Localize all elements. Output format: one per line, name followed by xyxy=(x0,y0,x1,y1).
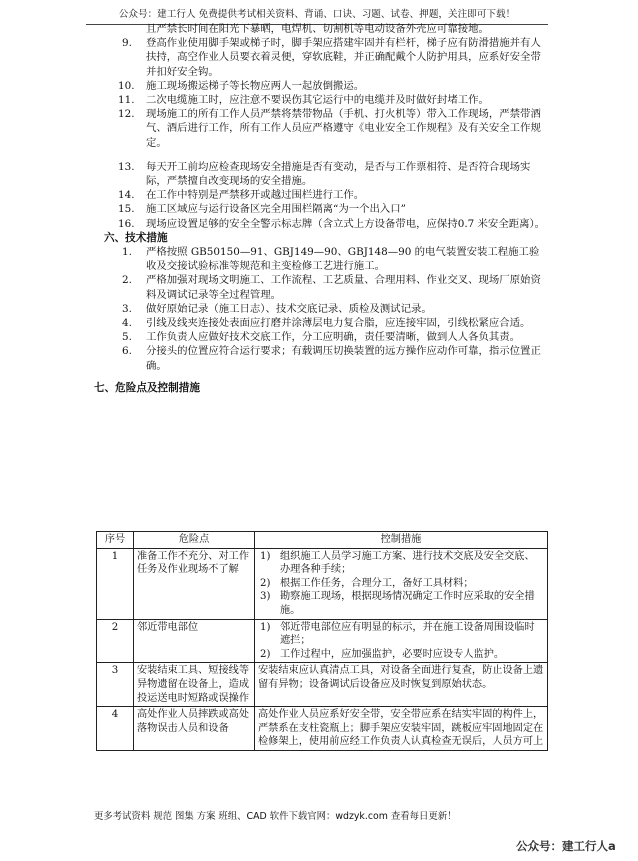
header-no: 序号 xyxy=(97,532,134,549)
section-6-title: 六、技术措施 xyxy=(104,231,168,244)
item-number: 13. xyxy=(118,160,135,173)
page-footer: 更多考试资料 规范 图集 方案 班组、CAD 软件下载官网：wdzyk.com 查看每日更新！ xyxy=(94,811,457,822)
table-row xyxy=(97,663,548,707)
item-text: 严格加强对现场文明施工、工作流程、工艺质量、合理用料、作业交叉、现场厂原始资料及调试记录等全过程管理。 xyxy=(146,274,541,301)
risk-point: 准备工作不充分、对工作任务及作业现场不了解 xyxy=(134,548,255,619)
measure-text: 组织施工人员学习施工方案、进行技术交底及安全交底、办理各种手续； xyxy=(280,550,535,576)
tech-item-4 xyxy=(90,316,548,330)
item-text: 引线及线夹连接处表面应打磨并涂薄层电力复合脂，应连接牢固，引线松紧应合适。 xyxy=(146,317,531,330)
measure xyxy=(258,577,544,591)
continuation-text: 且严禁长时间在阳光下暴晒，电焊机、切割机等电动设备外壳应可靠接地。 xyxy=(146,23,489,35)
table-header-row xyxy=(97,532,548,549)
safety-item-14 xyxy=(90,188,548,202)
measure-number: 2) xyxy=(260,648,271,660)
item-text: 在工作中特别是严禁移开或越过围栏进行工作。 xyxy=(146,189,365,202)
safety-item-11 xyxy=(90,93,548,107)
item-number: 3. xyxy=(122,302,132,315)
measure-text: 根据工作任务，合理分工，备好工具材料； xyxy=(280,577,474,589)
risk-point: 安装结束工具、短接线等异物遗留在设备上，造成投运送电时短路或误操作 xyxy=(134,663,255,707)
risk-point: 高处作业人员摔跌或高处落物误击人员和设备 xyxy=(134,707,255,751)
safety-item-12 xyxy=(90,107,548,150)
measure-number: 1) xyxy=(260,550,271,562)
item-number: 10. xyxy=(118,79,135,92)
item-number: 14. xyxy=(118,189,135,202)
safety-item-13 xyxy=(90,160,548,188)
item-text: 分接头的位置应符合运行要求；有载调压切换装置的远方操作应动作可靠，指示位置正确。 xyxy=(146,345,541,372)
risk-control-table xyxy=(96,531,548,751)
item-number: 2. xyxy=(122,274,132,287)
item-number: 9. xyxy=(122,37,132,50)
measure-text: 勘察施工现场，根据现场情况确定工作时应采取的安全措施。 xyxy=(280,591,535,616)
measure-text: 邻近带电部位应有明显的标示，并在施工设备周围设临时遮拦； xyxy=(280,621,535,647)
control-measures: 高处作业人员应系好安全带，安全带应系在结实牢固的构件上，严禁系在支柱瓷瓶上；脚手架应安装牢固，跳板应牢固地固定在检修架上，使用前应经工作负责人认真检查无误后，人员方可上 xyxy=(255,707,548,751)
table-row xyxy=(97,548,548,619)
measure xyxy=(258,621,544,648)
item-number: 12. xyxy=(118,108,135,121)
safety-item-9 xyxy=(90,36,548,79)
measure-text: 工作过程中，应加强监护，必要时应设专人监护。 xyxy=(280,648,505,660)
item-number: 5. xyxy=(122,331,132,344)
watermark: 公众号：建工行人a xyxy=(516,839,616,853)
measure xyxy=(258,590,544,617)
item-number: 15. xyxy=(118,203,135,216)
control-measures xyxy=(255,619,548,663)
control-measures: 安装结束应认真清点工具，对设备全面进行复查，防止设备上遗留有异物；设备调试后设备应及时恢复到原始状态。 xyxy=(255,663,548,707)
item-number: 6. xyxy=(122,345,132,358)
measure xyxy=(258,648,544,662)
item-text: 施工区域应与运行设备区完全用围栏隔离“为一个出入口” xyxy=(146,203,406,216)
item-number: 16. xyxy=(118,217,135,230)
risk-point: 邻近带电部位 xyxy=(134,619,255,663)
table-row xyxy=(97,707,548,751)
item-text: 现场施工的所有工作人员严禁将禁带物品（手机、打火机等）带入工作现场，严禁带酒气、酒后进行工作，所有工作人员应严格遵守《电业安全工作规程》及有关安全工作规定。 xyxy=(146,108,541,149)
page-header: 公众号：建工行人 免费提供考试相关资料、背诵、口诀、习题、试卷、押题，关注即可下载！ xyxy=(86,6,548,25)
measure-number: 2) xyxy=(260,577,271,589)
item-number: 1. xyxy=(122,246,132,259)
tech-item-5 xyxy=(90,330,548,344)
measure-number: 1) xyxy=(260,621,271,633)
row-number: 4 xyxy=(97,707,134,751)
measure-number: 3) xyxy=(260,591,271,603)
item-text: 做好原始记录（施工日志）、技术交底记录、质检及测试记录。 xyxy=(146,302,432,315)
header-control: 控制措施 xyxy=(255,532,548,549)
safety-item-16 xyxy=(90,217,548,231)
safety-item-10 xyxy=(90,79,548,93)
row-number: 3 xyxy=(97,663,134,707)
item-text: 登高作业使用脚手架或梯子时，脚手架应搭建牢固并有栏杆，梯子应有防滑措施并有人扶持，高空作业人员要衣着灵便，穿软底鞋，并正确配戴个人防护用具，应系好安全带并扣好安全钩。 xyxy=(146,37,541,78)
item-text: 每天开工前均应检查现场安全措施是否有变动，是否与工作票相符、是否符合现场实际，严禁擅自改变现场的安全措施。 xyxy=(146,160,531,188)
item-text: 严格按照 GB50150—91、GBJ149—90、GBJ148—90 的电气装置安装工程施工验收及交接试验标准等规范和主变检修工艺进行施工。 xyxy=(146,246,540,273)
item-text: 现场应设置足够的安全全警示标志牌（含立式上方设备带电，应保持0.7 米安全距离）。 xyxy=(146,217,546,230)
document-body xyxy=(90,22,548,395)
header-risk: 危险点 xyxy=(134,532,255,549)
row-number: 2 xyxy=(97,619,134,663)
item-number: 4. xyxy=(122,317,132,330)
row-number: 1 xyxy=(97,548,134,619)
item-text: 工作负责人应做好技术交底工作，分工应明确，责任要清晰，做到人人各负其责。 xyxy=(146,331,521,344)
control-measures xyxy=(255,548,548,619)
item-text: 施工现场搬运梯子等长物应两人一起放倒搬运。 xyxy=(146,79,365,92)
safety-item-15 xyxy=(90,202,548,216)
tech-item-6 xyxy=(90,344,548,372)
item-number: 11. xyxy=(118,94,135,107)
section-7-title: 七、危险点及控制措施 xyxy=(94,381,200,394)
table-row xyxy=(97,619,548,663)
tech-item-1 xyxy=(90,245,548,273)
tech-item-2 xyxy=(90,273,548,301)
measure xyxy=(258,550,544,577)
tech-item-3 xyxy=(90,302,548,316)
item-text: 二次电缆施工时，应注意不要误伤其它运行中的电缆并及时做好封堵工作。 xyxy=(146,94,489,107)
